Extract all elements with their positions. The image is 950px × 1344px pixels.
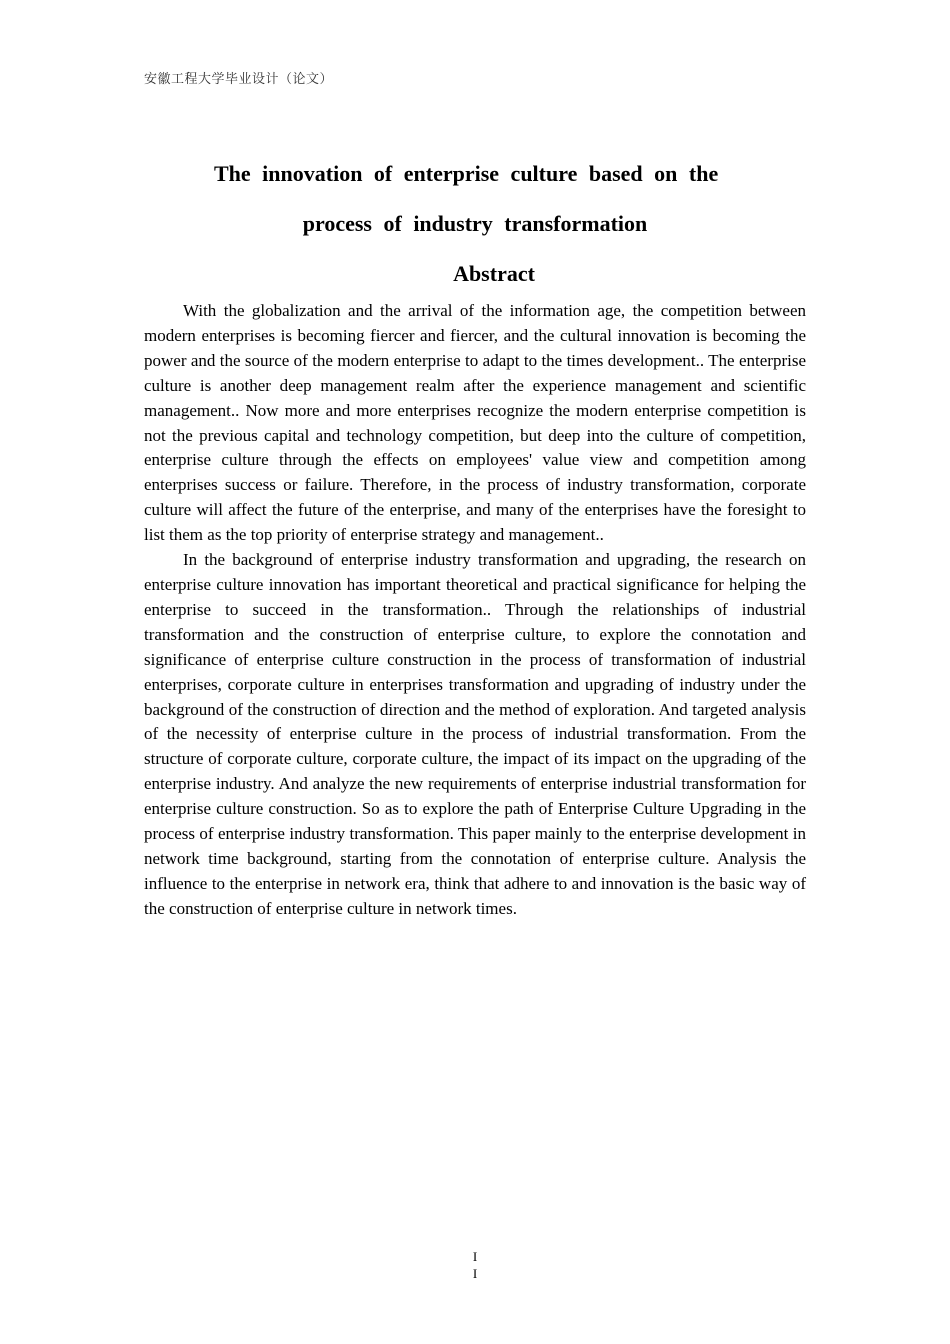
paper-title-line-2: process of industry transformation	[302, 211, 648, 236]
page-number-top: I	[472, 1249, 478, 1264]
page-number-bottom: I	[472, 1266, 478, 1281]
paper-title-line-1: The innovation of enterprise culture based on the	[214, 161, 719, 186]
abstract-paragraph-2: In the background of enterprise industry transformation and upgrading, the research on enterprise culture innovation has important theoretical and practical significance for helping the enterprise to succeed in the transformation.. Through the relationships of industrial transformation and the construction of enterprise culture, to explore the connotation and significance of enterprise culture construction in the process of transformation of industrial enterprises, corporate culture in enterprises transformation and upgrading of industry under the background of the construction of direction and the method of exploration. And targeted analysis of the necessity of enterprise culture in the process of industrial transformation. From the structure of corporate culture, corporate culture, the impact of its impact on the upgrading of the enterprise industry. And analyze the new requirements of enterprise industrial transformation for enterprise culture construction. So as to explore the path of Enterprise Culture Upgrading in the process of enterprise industry transformation. This paper mainly to the enterprise development in network time background, starting from the connotation of enterprise culture. Analysis the influence to the enterprise in network era, think that adhere to and innovation is the basic way of the construction of enterprise culture in network times.	[144, 550, 806, 918]
running-header: 安徽工程大学毕业设计（论文）	[144, 72, 334, 87]
abstract-heading: Abstract	[453, 261, 535, 286]
page-number	[468, 1248, 482, 1282]
abstract-body	[144, 299, 806, 922]
abstract-paragraph-1: With the globalization and the arrival of the information age, the competition between modern enterprises is becoming fiercer and fiercer, and the cultural innovation is becoming the power and the source of the modern enterprise to adapt to the times development.. The enterprise culture is another deep management realm after the experience management and scientific management.. Now more and more enterprises recognize the modern enterprise competition is not the previous capital and technology competition, but deep into the culture of competition, enterprise culture through the effects on employees' value view and competition among enterprises success or failure. Therefore, in the process of industry transformation, corporate culture will affect the future of the enterprise, and many of the enterprises have the foresight to list them as the top priority of enterprise strategy and management..	[144, 301, 806, 545]
